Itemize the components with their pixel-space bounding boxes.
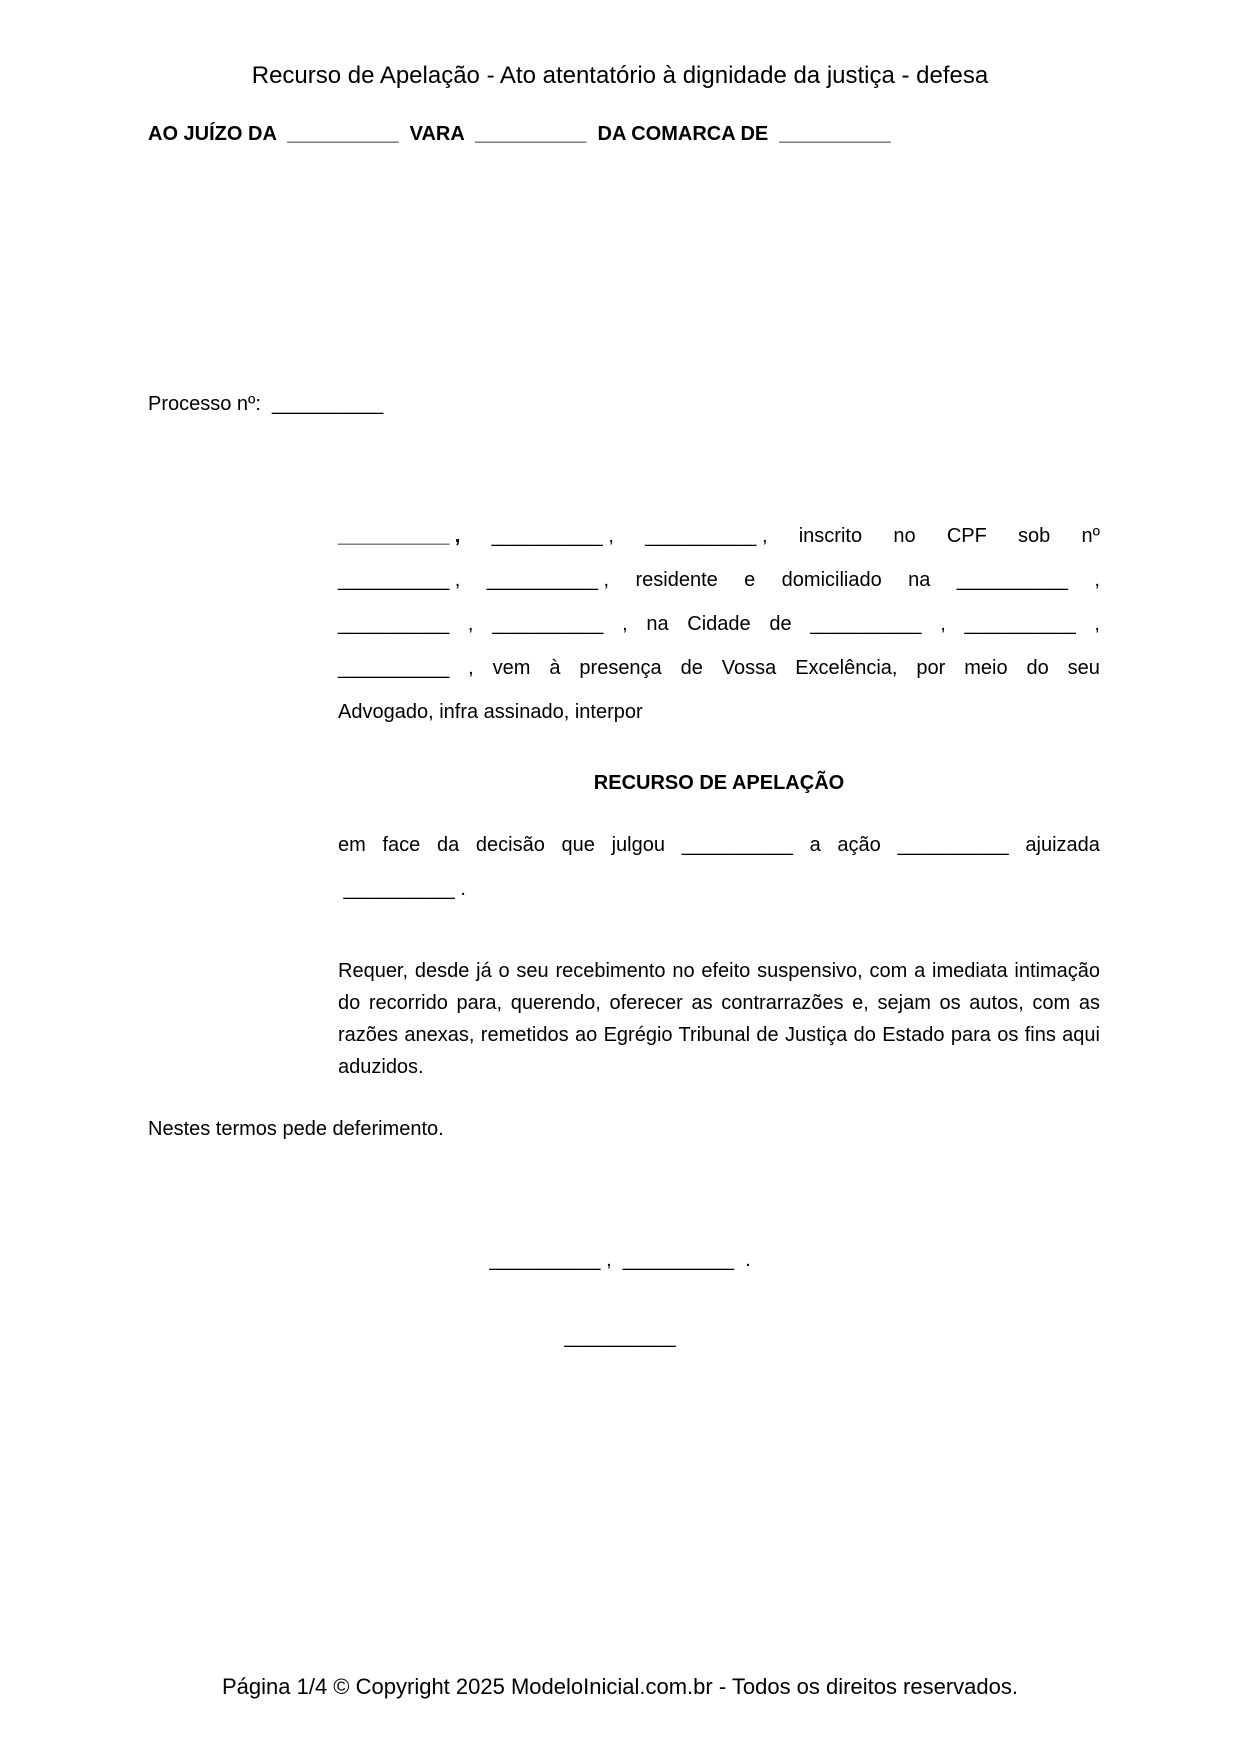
word: __________ ,: [486, 569, 610, 591]
word: a: [809, 834, 821, 856]
qualification-line-2: [338, 558, 1100, 602]
decision-line-2: [338, 867, 1100, 911]
signature-line: __________: [564, 1326, 676, 1348]
word: por: [916, 657, 946, 679]
word: Excelência,: [795, 657, 898, 679]
word: __________ ,: [338, 525, 461, 547]
word: do: [1026, 657, 1049, 679]
word: __________: [956, 569, 1068, 591]
word: à: [549, 657, 561, 679]
word: meio: [964, 657, 1008, 679]
word: ,: [468, 657, 474, 679]
word: __________: [681, 834, 793, 856]
word: decisão: [475, 834, 545, 856]
word: na: [908, 569, 931, 591]
document-title: Recurso de Apelação - Ato atentatório à dignidade da justiça - defesa: [251, 62, 989, 89]
word: e: [744, 569, 756, 591]
qualification-line-1: [338, 514, 1100, 558]
word: __________ ,: [338, 569, 461, 591]
word: face: [382, 834, 421, 856]
word: residente: [635, 569, 718, 591]
process-number: Processo nº: __________: [148, 393, 384, 415]
word: ,: [622, 613, 628, 635]
word: ,: [1094, 613, 1100, 635]
word: em: [338, 834, 366, 856]
page-footer: Página 1/4 © Copyright 2025 ModeloInicial.com.br - Todos os direitos reservados.: [222, 1674, 1018, 1699]
qualification-paragraph: [338, 514, 1100, 734]
decision-line-1: [338, 823, 1100, 867]
closing-text: Nestes termos pede deferimento.: [148, 1118, 444, 1140]
word: domiciliado: [781, 569, 882, 591]
addressee-line: AO JUÍZO DA __________ VARA __________ DA COMARCA DE __________: [148, 123, 891, 145]
word: __________: [810, 613, 922, 635]
word: Advogado, infra assinado, interpor: [338, 701, 643, 723]
word: inscrito: [798, 525, 863, 547]
word: ,: [467, 613, 474, 635]
word: seu: [1067, 657, 1100, 679]
word: __________: [492, 613, 604, 635]
word: __________: [338, 657, 450, 679]
word: no: [893, 525, 916, 547]
word: __________ .: [338, 878, 466, 900]
qualification-line-3: [338, 602, 1100, 646]
word: __________ ,: [491, 525, 614, 547]
place-date-line: __________ , __________ .: [489, 1249, 751, 1271]
word: presença: [579, 657, 662, 679]
word: na: [646, 613, 669, 635]
qualification-line-4: [338, 646, 1100, 690]
appeal-heading: RECURSO DE APELAÇÃO: [593, 772, 845, 794]
word: julgou: [611, 834, 665, 856]
word: nº: [1081, 525, 1100, 547]
word: Vossa: [721, 657, 777, 679]
word: __________: [897, 834, 1009, 856]
word: Cidade: [687, 613, 751, 635]
word: vem: [492, 657, 531, 679]
word: sob: [1018, 525, 1051, 547]
word: ajuizada: [1025, 834, 1100, 856]
decision-paragraph: [338, 823, 1100, 911]
word: ,: [1094, 569, 1100, 591]
word: de: [680, 657, 703, 679]
qualification-line-5: [338, 690, 1100, 734]
word: CPF: [946, 525, 987, 547]
word: ação: [837, 834, 881, 856]
word: __________ ,: [645, 525, 768, 547]
request-paragraph: Requer, desde já o seu recebimento no efeito suspensivo, com a imediata intimação do recorrido para, querendo, oferecer as contrarrazões e, sejam os autos, com as razões anexas, remetidos ao Egrégio Tribunal de Justiça do Estado para os fins aqui aduzidos.: [338, 960, 1100, 1078]
word: __________: [964, 613, 1076, 635]
word: que: [561, 834, 595, 856]
word: de: [769, 613, 792, 635]
word: da: [436, 834, 460, 856]
word: __________: [338, 613, 450, 635]
word: ,: [940, 613, 946, 635]
